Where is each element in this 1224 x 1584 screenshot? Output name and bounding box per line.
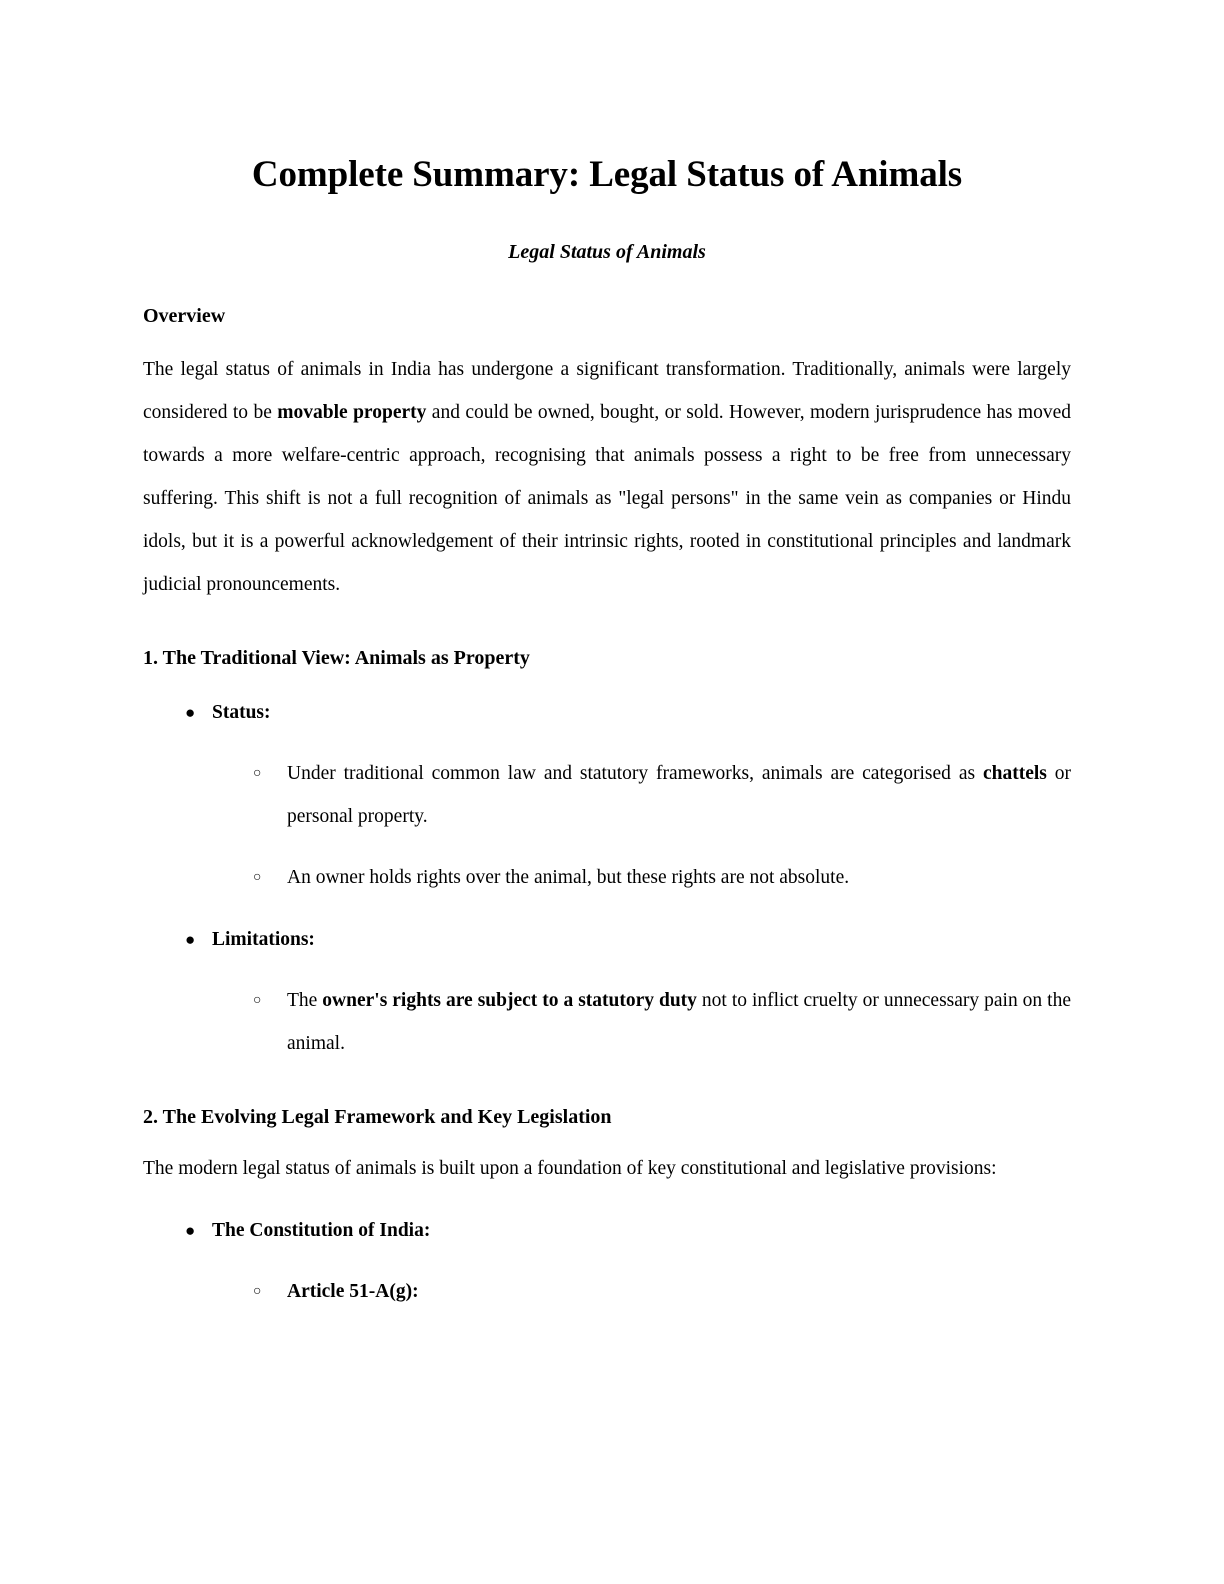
bullet-disc-icon: ●	[185, 702, 196, 722]
bullet-disc-icon: ●	[185, 929, 196, 949]
page-title: Complete Summary: Legal Status of Animals	[251, 154, 963, 195]
bullet-circle-icon: ○	[253, 1283, 262, 1299]
section-heading-overview: Overview	[143, 304, 226, 327]
list-item	[143, 961, 1071, 1065]
list-item	[143, 1190, 1071, 1252]
section-heading-traditional-view: 1. The Traditional View: Animals as Property	[143, 646, 530, 669]
list-item-label: The Constitution of India:	[212, 1219, 431, 1241]
list-item-label: Limitations:	[212, 928, 315, 950]
list-item	[143, 672, 1071, 734]
bullet-circle-icon: ○	[253, 869, 262, 885]
list-item-label: Status:	[212, 701, 271, 723]
list-item	[143, 1252, 1071, 1313]
bullet-circle-icon: ○	[253, 992, 262, 1008]
list-item-label: An owner holds rights over the animal, but these rights are not absolute.	[287, 866, 850, 888]
list-item-label: Article 51-A(g):	[287, 1280, 419, 1302]
document-subtitle: Legal Status of Animals	[508, 240, 706, 263]
bullet-disc-icon: ●	[185, 1220, 196, 1240]
list-item-label: The owner's rights are subject to a statutory duty not to inflict cruelty or unnecessary pain on the animal.	[287, 989, 1071, 1054]
paragraph-evolving-framework: The modern legal status of animals is built upon a foundation of key constitutional and legislative provisions:	[143, 1157, 997, 1179]
list-item	[143, 838, 1071, 899]
list-item	[143, 734, 1071, 838]
bullet-circle-icon: ○	[253, 765, 262, 781]
list-item	[143, 899, 1071, 961]
section-heading-evolving-framework: 2. The Evolving Legal Framework and Key Legislation	[143, 1105, 612, 1128]
document-body	[143, 0, 1071, 1313]
paragraph-overview: The legal status of animals in India has undergone a significant transformation. Traditionally, animals were largely considered to be movable property and could be owned, bought, or sold. However, modern jurisprudence has moved towards a more welfare-centric approach, recognising that animals possess a right to be free from unnecessary suffering. This shift is not a full recognition of animals as "legal persons" in the same vein as companies or Hindu idols, but it is a powerful acknowledgement of their intrinsic rights, rooted in constitutional principles and landmark judicial pronouncements.	[143, 358, 1071, 595]
list-item-label: Under traditional common law and statutory frameworks, animals are categorised as chattels or personal property.	[287, 762, 1071, 827]
